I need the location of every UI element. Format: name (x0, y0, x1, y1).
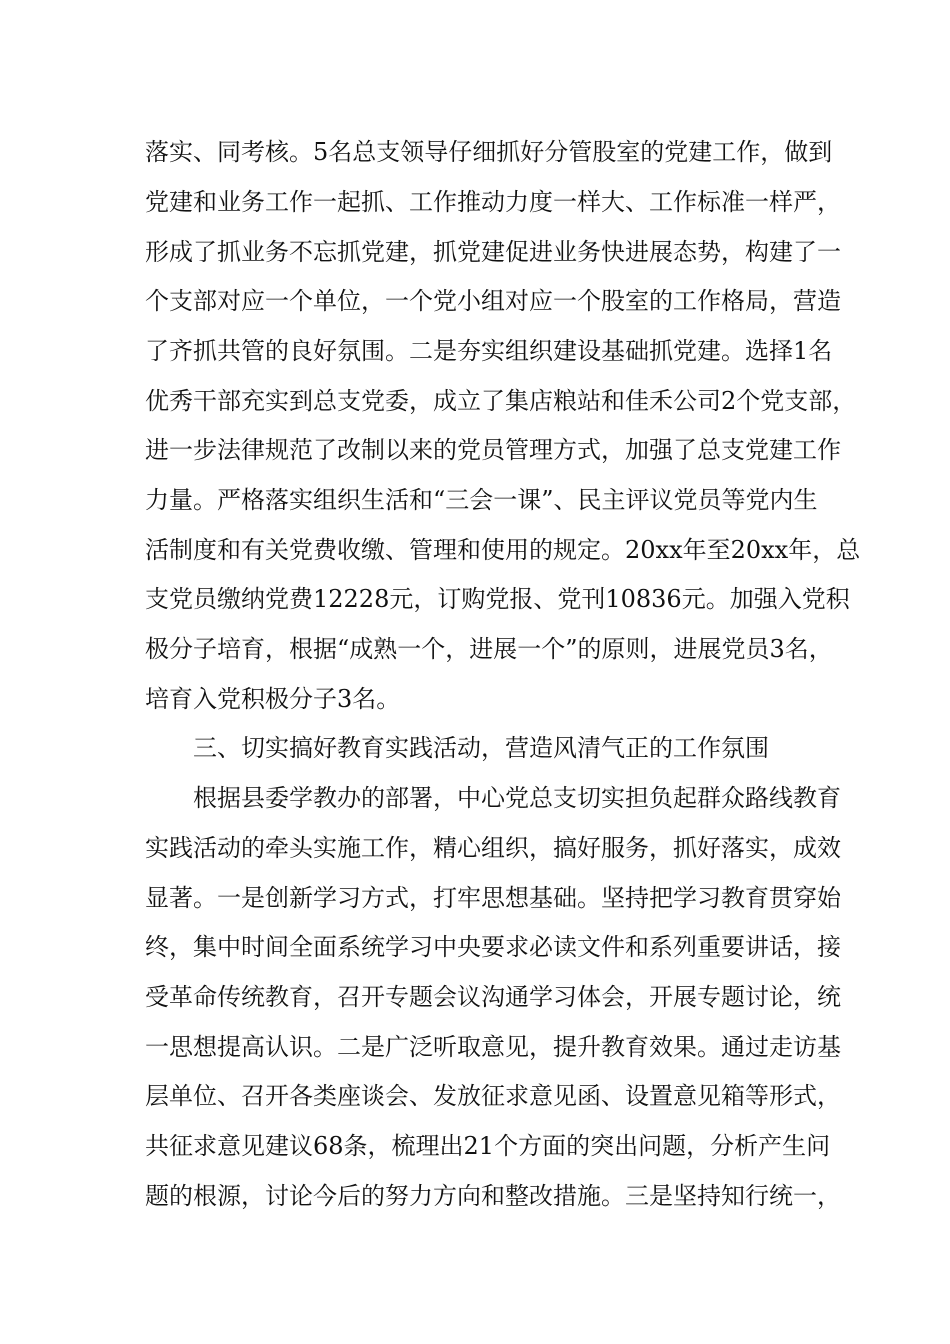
paragraph-line: 落实、同考核。5名总支领导仔细抓好分管股室的党建工作，做到 (145, 138, 833, 166)
paragraph-line: 受革命传统教育，召开专题会议沟通学习体会，开展专题讨论，统 (145, 983, 841, 1011)
paragraph-line: 支党员缴纳党费12228元，订购党报、党刊10836元。加强入党积 (145, 585, 850, 613)
paragraph-line: 题的根源，讨论今后的努力方向和整改措施。三是坚持知行统一， (145, 1182, 841, 1210)
paragraph-line: 共征求意见建议68条，梳理出21个方面的突出问题，分析产生问 (145, 1132, 831, 1160)
paragraph-line: 力量。严格落实组织生活和“三会一课”、民主评议党员等党内生 (145, 486, 818, 514)
paragraph-line: 活制度和有关党费收缴、管理和使用的规定。20xx年至20xx年，总 (145, 536, 861, 564)
paragraph-line: 进一步法律规范了改制以来的党员管理方式，加强了总支党建工作 (145, 436, 841, 464)
paragraph-line: 个支部对应一个单位，一个党小组对应一个股室的工作格局，营造 (145, 287, 841, 315)
paragraph-line: 根据县委学教办的部署，中心党总支切实担负起群众路线教育 (193, 784, 841, 812)
paragraph-line: 显著。一是创新学习方式，打牢思想基础。坚持把学习教育贯穿始 (145, 884, 841, 912)
paragraph-line: 终，集中时间全面系统学习中央要求必读文件和系列重要讲话，接 (145, 933, 841, 961)
paragraph-line: 极分子培育，根据“成熟一个，进展一个”的原则，进展党员3名， (145, 635, 833, 663)
paragraph-line: 一思想提高认识。二是广泛听取意见，提升教育效果。通过走访基 (145, 1033, 841, 1061)
paragraph-line: 优秀干部充实到总支党委，成立了集店粮站和佳禾公司2个党支部， (145, 387, 857, 415)
paragraph-line: 培育入党积极分子3名。 (145, 685, 401, 713)
paragraph-line: 党建和业务工作一起抓、工作推动力度一样大、工作标准一样严， (145, 188, 841, 216)
paragraph-line: 实践活动的牵头实施工作，精心组织，搞好服务，抓好落实，成效 (145, 834, 841, 862)
paragraph-line: 形成了抓业务不忘抓党建，抓党建促进业务快进展态势，构建了一 (145, 238, 841, 266)
paragraph-line: 层单位、召开各类座谈会、发放征求意见函、设置意见箱等形式， (145, 1082, 841, 1110)
paragraph-line: 了齐抓共管的良好氛围。二是夯实组织建设基础抓党建。选择1名 (145, 337, 833, 365)
section-heading: 三、切实搞好教育实践活动，营造风清气正的工作氛围 (193, 734, 769, 762)
